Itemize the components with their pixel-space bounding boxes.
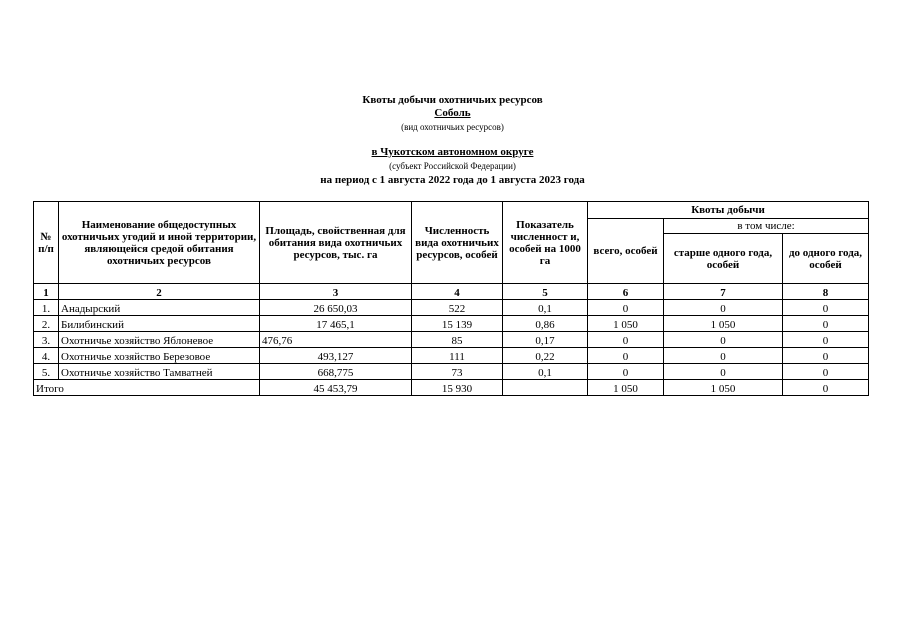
header-area: Площадь, свойственная для обитания вида охотничьих ресурсов, тыс. га [260,202,412,284]
row-younger: 0 [783,348,869,364]
table-row [34,348,869,364]
resource-note: (вид охотничьих ресурсов) [401,122,504,132]
row-area: 668,775 [260,364,412,380]
column-number: 1 [34,284,59,300]
period: на период с 1 августа 2022 года до 1 августа 2023 года [320,174,585,186]
header-total: всего, особей [588,219,664,284]
header-quota: Квоты добычи [588,202,869,219]
header-count: Численность вида охотничьих ресурсов, особей [412,202,503,284]
row-num: 4. [34,348,59,364]
header-name: Наименование общедоступных охотничьих угодий и иной территории, являющейся средой обитания охотничьих ресурсов [59,202,260,284]
row-older: 0 [664,300,783,316]
row-count: 85 [412,332,503,348]
column-number: 3 [260,284,412,300]
total-area: 45 453,79 [260,380,412,396]
row-younger: 0 [783,316,869,332]
column-number: 5 [503,284,588,300]
row-total: 0 [588,348,664,364]
row-total: 0 [588,300,664,316]
total-count: 15 930 [412,380,503,396]
column-number: 2 [59,284,260,300]
document-title: Квоты добычи охотничьих ресурсов [362,94,543,106]
row-total: 0 [588,364,664,380]
row-count: 111 [412,348,503,364]
row-density: 0,1 [503,364,588,380]
table-row [34,332,869,348]
row-density: 0,22 [503,348,588,364]
row-num: 3. [34,332,59,348]
table-row [34,316,869,332]
row-name: Билибинский [59,316,260,332]
header-density: Показатель численност и, особей на 1000 га [503,202,588,284]
row-older: 0 [664,364,783,380]
row-name: Анадырский [59,300,260,316]
column-number-row [34,284,869,300]
column-number: 6 [588,284,664,300]
row-area: 493,127 [260,348,412,364]
header-num: № п/п [34,202,59,284]
row-density: 0,86 [503,316,588,332]
table-row [34,300,869,316]
row-count: 15 139 [412,316,503,332]
quota-table [33,201,869,396]
row-older: 1 050 [664,316,783,332]
table-row [34,364,869,380]
total-row [34,380,869,396]
total-density [503,380,588,396]
row-total: 0 [588,332,664,348]
row-younger: 0 [783,364,869,380]
row-older: 0 [664,332,783,348]
region-note: (субъект Российской Федерации) [389,161,516,171]
row-num: 5. [34,364,59,380]
resource-name: Соболь [434,107,471,119]
row-name: Охотничье хозяйство Березовое [59,348,260,364]
row-name: Охотничье хозяйство Тамватней [59,364,260,380]
row-area: 17 465,1 [260,316,412,332]
row-older: 0 [664,348,783,364]
row-count: 522 [412,300,503,316]
header-including: в том числе: [664,219,869,234]
column-number: 8 [783,284,869,300]
total-label: Итого [34,380,260,396]
row-total: 1 050 [588,316,664,332]
region-name: в Чукотском автономном округе [371,146,534,158]
row-density: 0,17 [503,332,588,348]
total-older: 1 050 [664,380,783,396]
column-number: 7 [664,284,783,300]
total-younger: 0 [783,380,869,396]
row-area: 26 650,03 [260,300,412,316]
column-number: 4 [412,284,503,300]
row-younger: 0 [783,300,869,316]
row-num: 1. [34,300,59,316]
row-count: 73 [412,364,503,380]
row-area: 476,76 [260,332,412,348]
row-name: Охотничье хозяйство Яблоневое [59,332,260,348]
total-total: 1 050 [588,380,664,396]
header-older: старше одного года, особей [664,234,783,284]
header-younger: до одного года, особей [783,234,869,284]
row-density: 0,1 [503,300,588,316]
row-num: 2. [34,316,59,332]
row-younger: 0 [783,332,869,348]
